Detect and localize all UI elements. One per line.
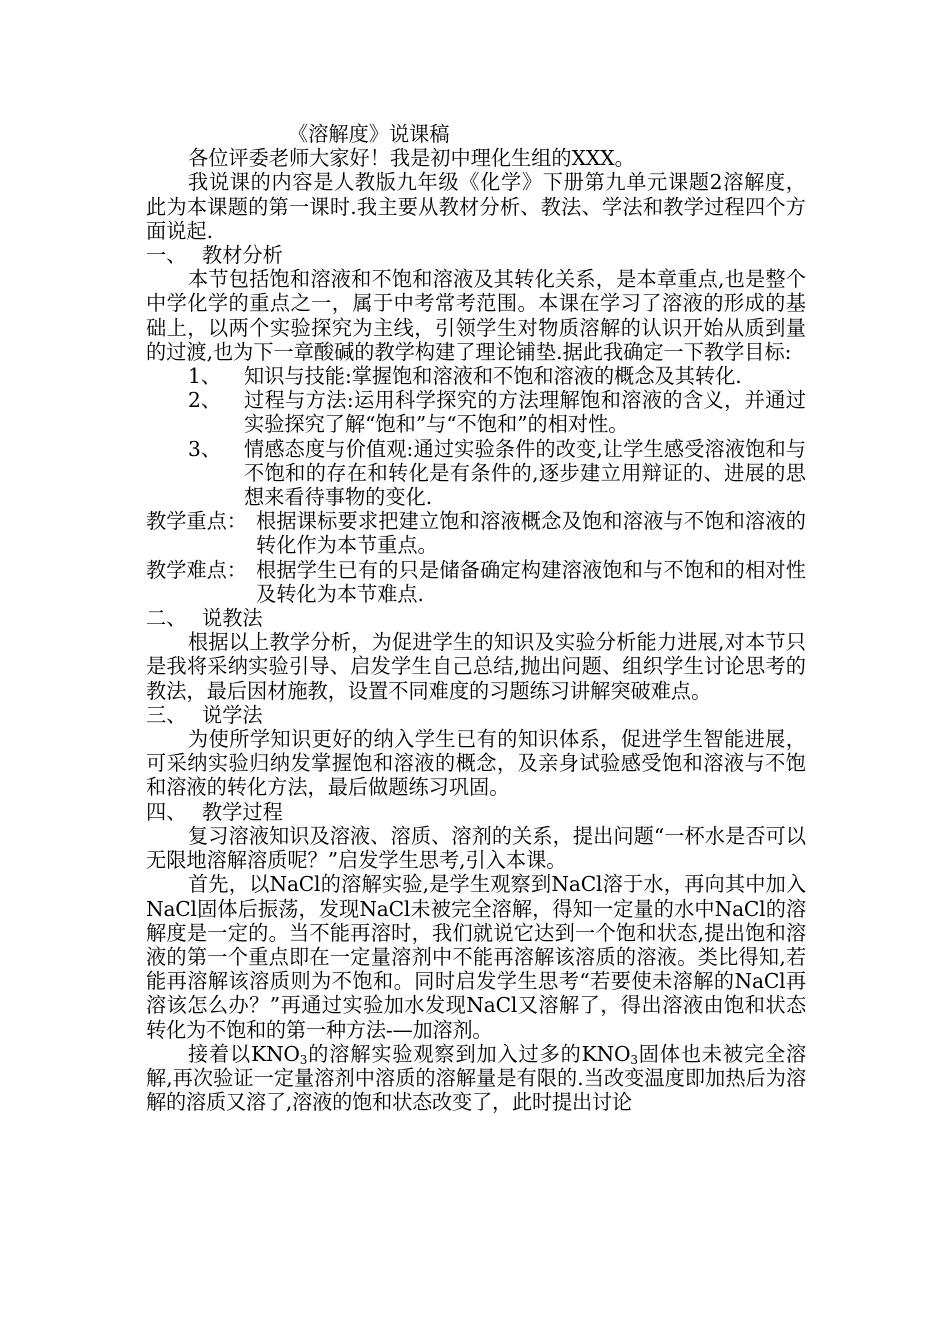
analysis-paragraph: 本节包括饱和溶液和不饱和溶液及其转化关系，是本章重点,也是整个中学化学的重点之一，属于中考常考范围。本课在学习了溶液的形成的基础上，以两个实验探究为主线，引领学生对物质溶解的认识开始从质到量的过渡,也为下一章酸碱的教学构建了理论铺垫.据此我确定一下教学目标: [146, 267, 806, 364]
goal-text: 过程与方法:运用科学探究的方法理解饱和溶液的含义，并通过实验探究了解“饱和”与“不饱和”的相对性。 [244, 388, 806, 437]
section-title: 说教法 [202, 606, 263, 631]
difficulty-text: 根据学生已有的只是储备确定构建溶液饱和与不饱和的相对性及转化为本节难点. [256, 557, 806, 606]
subscript: 3 [299, 1052, 308, 1067]
section-title: 说学法 [202, 702, 263, 727]
difficulty-label: 教学难点： [146, 557, 247, 582]
greeting-paragraph: 各位评委老师大家好！我是初中理化生组的XXX。 [188, 146, 635, 171]
section-number: 二、 [146, 606, 187, 631]
section-heading-process [146, 800, 806, 824]
subscript: 3 [630, 1052, 638, 1067]
document-title: 《溶解度》说课稿 [288, 122, 450, 146]
process-text-part: 的溶解实验观察到加入过多的KNO [307, 1041, 631, 1066]
goal-number: 2、 [188, 388, 222, 413]
section-heading-method [146, 606, 806, 630]
key-point-label: 教学重点： [146, 509, 247, 534]
process-paragraph-3 [146, 1042, 806, 1115]
key-point [146, 509, 806, 557]
goal-item [146, 364, 806, 388]
process-paragraph-1: 复习溶液知识及溶液、溶质、溶剂的关系，提出问题“一杯水是否可以无限地溶解溶质呢？”启发学生思考,引入本课。 [146, 823, 806, 873]
section-number: 三、 [146, 702, 187, 727]
document-page [146, 122, 806, 1114]
difficulty-point [146, 558, 806, 606]
section-heading-learning [146, 703, 806, 727]
section-number: 一、 [146, 243, 187, 268]
process-text-part: 固体也未被完全溶解,再次验证一定量溶剂中溶质的溶解量是有限的.当改变温度即加热后为溶解的溶质又溶了,溶液的饱和状态改变了，此时提出讨论 [146, 1041, 806, 1115]
section-title: 教材分析 [202, 243, 283, 268]
goal-item [146, 437, 806, 510]
learning-paragraph: 为使所学知识更好的纳入学生已有的知识体系，促进学生智能进展，可采纳实验归纳发掌握饱和溶液的概念，及亲身试验感受饱和溶液与不饱和溶液的转化方法，最后做题练习巩固。 [146, 727, 806, 800]
goal-number: 1、 [188, 364, 222, 389]
intro-paragraph: 我说课的内容是人教版九年级《化学》下册第九单元课题2溶解度，此为本课题的第一课时.我主要从教材分析、教法、学法和教学过程四个方面说起. [146, 170, 806, 243]
goal-text: 知识与技能:掌握饱和溶液和不饱和溶液的概念及其转化. [244, 364, 742, 389]
goal-item [146, 388, 806, 436]
process-text-part: 接着以KNO [188, 1041, 300, 1066]
section-title: 教学过程 [202, 799, 283, 824]
section-number: 四、 [146, 799, 187, 824]
process-paragraph-2: 首先，以NaCl的溶解实验,是学生观察到NaCl溶于水，再向其中加入NaCl固体后振荡，发现NaCl未被完全溶解，得知一定量的水中NaCl的溶解度是一定的。当不能再溶时，我们就说它达到一个饱和状态,提出饱和溶液的第一个重点即在一定量溶剂中不能再溶解该溶质的溶液。类比得知,若能再溶解该溶质则为不饱和。同时启发学生思考“若要使未溶解的NaCl再溶该怎么办？”再通过实验加水发现NaCl又溶解了，得出溶液由饱和状态转化为不饱和的第一种方法-—加溶剂。 [146, 872, 806, 1042]
goal-number: 3、 [188, 436, 222, 461]
method-paragraph: 根据以上教学分析，为促进学生的知识及实验分析能力进展,对本节只是我将采纳实验引导、启发学生自己总结,抛出问题、组织学生讨论思考的教法，最后因材施教，设置不同难度的习题练习讲解突破难点。 [146, 630, 806, 703]
key-point-text: 根据课标要求把建立饱和溶液概念及饱和溶液与不饱和溶液的转化作为本节重点。 [256, 509, 806, 558]
section-heading-analysis [146, 243, 806, 267]
goal-text: 情感态度与价值观:通过实验条件的改变,让学生感受溶液饱和与不饱和的存在和转化是有条件的,逐步建立用辩证的、进展的思想来看待事物的变化. [244, 436, 806, 510]
